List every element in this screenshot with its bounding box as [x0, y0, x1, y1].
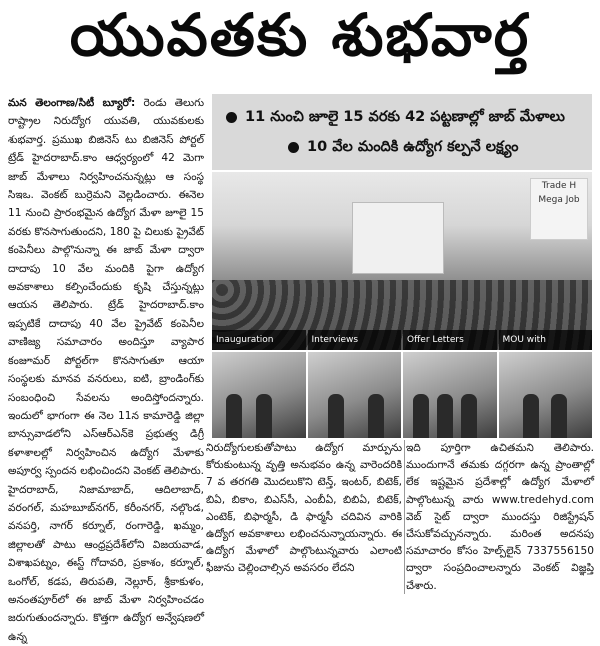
photo-offer-letters	[403, 352, 497, 438]
person-figure	[437, 394, 453, 438]
column-divider	[404, 440, 405, 594]
banner-text-2: 10 వేల మందికి ఉద్యోగ కల్పనే లక్ష్యం	[307, 139, 519, 155]
article-body-left: రెండు తెలుగు రాష్ట్రాల నిరుద్యోగ యువతి, యువకులకు శుభవార్త. ప్రముఖ బిజినెస్ టు బిజినెస్ పోర్టల్ ట్రేడ్ హైదరాబాద్.కాం ఆధ్వర్యంలో 42 మెగా జాబ్ మేళాలు నిర్వహించనున్నట్లు ఆ సంస్థ సిఇఒ. వెంకట్ బుర్రెమని వెల్లడించారు. ఈనెల 11 నుంచి ప్రారంభమైన ఉద్యోగ మేళా జూలై 15 వరకు కొనసాగుతుందని, 180 పై చిలుకు ప్రైవేట్ కంపెనీలు పాల్గొనున్నా ఈ జాబ్ మేళా ద్వారా దాదాపు 10 వేల మందికి పైగా ఉద్యోగ అవకాశాలు కల్పించేందుకు కృషి చేస్తున్నట్లు ఆయన తెలిపారు. ట్రేడ్ హైదరాబాద్.కాం ఇప్పటికే దాదాపు 40 వేల ప్రైవేట్ కంపెనీల వాణిజ్య సమాచారం అందిస్తూ వ్యాపార కంజూమర్ పోర్టల్‌గా కొనసాగుతూ ఆయా సంస్థలకు మానవ వనరులు, ఐటి, బ్రాండింగ్‌కు సంబంధించి సేవలను అందిస్తోందన్నారు. ఇందులో భాగంగా ఈ నెల 11న కామారెడ్డి జిల్లా బాన్సువాడలోని ఎస్‌ఆర్‌ఎన్‌కె ప్రభుత్వ డిగ్రీ కళాశాలల్లో నిర్వహించిన ఉద్యోగ మేళాకు అపూర్వ స్పందన లభించిందని వెంకట్ తెలిపారు. హైదరాబాద్, నిజామాబాద్, ఆదిలాబాద్, వరంగల్, మహబూబ్‌నగర్, కరీంనగర్, నల్గొండ, వనపర్తి, నాగర్ కర్నూల్, రంగారెడ్డి, ఖమ్మం, జిల్లాలతో పాటు ఆంధ్రప్రదేశ్‌లోని విజయవాడ, విశాఖపట్నం, ఈస్ట్ గోదావరి, ప్రకాశం, కర్నూల్, ఒంగోల్, కడప, తిరుపతి, నెల్లూర్, శ్రీకాకుళం, అనంతపూర్‌లో ఈ జాబ్ మేళా నిర్వహించడం జరుగుతుందన్నారు. కొత్తగా ఉద్యోగ అన్వేషణలో ఉన్న	[8, 97, 204, 643]
photo-interviews	[308, 352, 402, 438]
person-figure	[226, 394, 242, 438]
person-figure	[551, 394, 567, 438]
article-column-left	[8, 94, 204, 643]
article-body-middle: నిరుద్యోగులకుతోపాటు ఉద్యోగ మార్పును కోరుకుంటున్న వృత్తి అనుభవం ఉన్న వారెందరికి 7 వ తరగతి మొదలుకొని టెన్త్, ఇంటర్, బిటెక్, బిఏ, బికాం, బిఎస్‌సీ, ఎంబీఏ, బిబిఏ, బిటెక్, ఎంటెక్, బిఫార్మసీ, డి ఫార్మసీ చదివిన వారికి ఉద్యోగ అవకాశాలు లభించనున్నాయన్నారు. ఈ ఉద్యోగ మేళాలో పాల్గొంటున్నవారు ఎలాంటి ఫీజును చెల్లించాల్సిన అవసరం లేదని	[206, 442, 402, 575]
person-figure	[413, 394, 429, 438]
stage-backdrop	[352, 202, 444, 274]
article-headline: యువతకు శుభవార్త	[69, 0, 531, 69]
person-figure	[368, 394, 384, 438]
caption-interviews: Interviews	[308, 330, 402, 350]
trade-hyderabad-logo: Trade H Mega Job	[530, 178, 588, 240]
person-figure	[256, 394, 272, 438]
banner-line-1	[226, 102, 592, 132]
main-event-photo	[212, 172, 592, 350]
banner-line-2	[226, 132, 592, 162]
banner-text-1: 11 నుంచి జూలై 15 వరకు 42 పట్టణాల్లో జాబ్ మేళాలు	[245, 109, 565, 125]
person-figure	[328, 394, 344, 438]
bullet-icon	[226, 112, 237, 123]
article-body-right: ఇది పూర్తిగా ఉచితమని తెలిపారు. ముందుగానే తమకు దగ్గరగా ఉన్న ప్రాంతాల్లో లేక ఇష్టమైన ప్రదేశాల్లో ఉద్యోగ మేళాలో పాల్గొంటున్న వారు www.tredehyd.com వెబ్ సైట్ ద్వారా ముందస్తు రిజిస్ట్రేషన్ చేసుకోవచ్చునన్నారు. మరింత అదనపు సమాచారం కోసం హెల్ప్‌లైన్ 7337556150 ద్వారా సంప్రదించాలన్నారు వెంకట్ విజ్ఞప్తి చేశారు.	[406, 442, 594, 592]
person-figure	[461, 394, 477, 438]
article-column-right	[406, 440, 594, 594]
photo-mou	[499, 352, 593, 438]
caption-mou: MOU with	[499, 330, 593, 350]
photo-caption-strip	[212, 330, 592, 350]
highlight-banner	[212, 94, 592, 170]
event-photo-row	[212, 352, 592, 438]
photo-inauguration	[212, 352, 306, 438]
person-figure	[523, 394, 539, 438]
byline: మన తెలంగాణ/సిటీ బ్యూరో:	[8, 97, 136, 109]
caption-inauguration: Inauguration	[212, 330, 306, 350]
article-column-middle	[206, 440, 402, 594]
bullet-icon	[288, 142, 299, 153]
caption-offer-letters: Offer Letters	[403, 330, 497, 350]
